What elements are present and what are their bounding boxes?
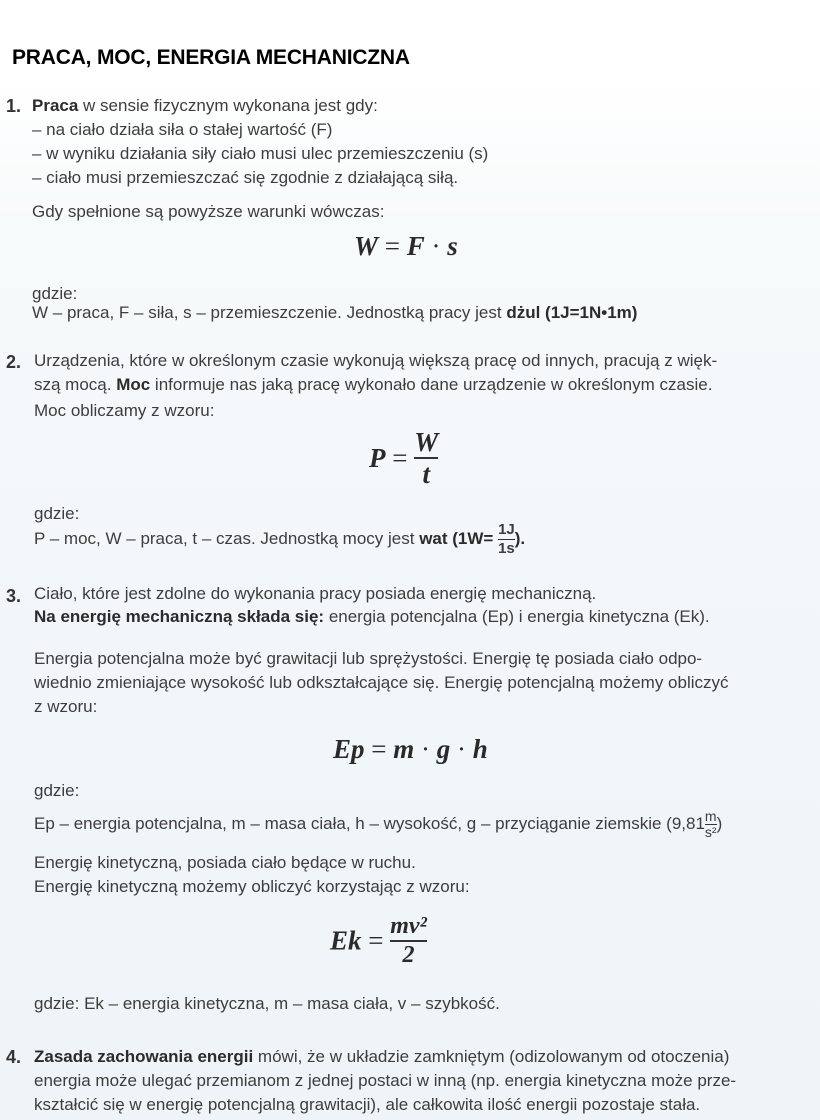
ep-formula-dot-2: · xyxy=(450,734,473,764)
ep-formula-g: g xyxy=(436,734,451,764)
section-2-number: 2. xyxy=(6,352,22,372)
section-4-line-3: kształcić się w energię potencjalną grawitacji), ale całkowita ilość energii pozostaje stała. xyxy=(34,1095,701,1114)
section-2-line-2-rest: informuje nas jaką pracę wykonało dane urządzenie w określonym czasie. xyxy=(150,375,713,394)
section-1-definition-text: W – praca, F – siła, s – przemieszczenie. Jednostką pracy jest xyxy=(32,303,507,322)
section-3-bold-lead: Na energię mechaniczną składa się: xyxy=(34,607,325,626)
power-formula-p: P xyxy=(369,442,386,473)
work-formula-w: W xyxy=(354,231,379,261)
section-2-term: Moc xyxy=(116,375,151,394)
section-3-paragraph-line-1: Energia potencjalna może być grawitacji lub sprężystości. Energię tę posiada ciało odpo- xyxy=(34,649,703,668)
section-2-line-1: Urządzenia, które w określonym czasie wykonują większą pracę od innych, pracują z więk- xyxy=(34,351,718,370)
section-1-line-1-text: w sensie fizycznym wykonana jest gdy: xyxy=(78,96,378,115)
section-3-ek-definition: gdzie: Ek – energia kinetyczna, m – masa ciała, v – szybkość. xyxy=(34,994,500,1013)
section-1-line-2: – na ciało działa siła o stałej wartość (F) xyxy=(32,120,333,139)
kinetic-line-2: Energię kinetyczną możemy obliczyć korzystając z wzoru: xyxy=(34,877,470,896)
section-3-line-1: Ciało, które jest zdolne do wykonania pracy posiada energię mechaniczną. xyxy=(34,584,597,603)
page-title: PRACA, MOC, ENERGIA MECHANICZNA xyxy=(12,46,410,69)
section-3-number: 3. xyxy=(6,586,22,606)
power-formula-numerator: W xyxy=(414,427,439,457)
ep-formula-h: h xyxy=(472,734,488,764)
section-4-term: Zasada zachowania energii xyxy=(34,1047,254,1066)
section-4-line-1 xyxy=(34,1046,729,1068)
section-2-line-2 xyxy=(34,374,712,396)
work-formula-f: F xyxy=(406,231,425,261)
power-formula-denominator: t xyxy=(422,459,430,490)
section-3-paragraph-line-2: wiednio zmieniające wysokość lub odkształcające się. Energię potencjalną możemy obliczyć xyxy=(34,673,729,692)
section-2-definition xyxy=(34,516,525,562)
ek-formula-fraction xyxy=(390,914,427,968)
section-2-gdzie: gdzie: xyxy=(34,504,80,523)
section-3-line-2 xyxy=(34,606,710,628)
kinetic-energy-formula xyxy=(330,914,427,968)
section-1-term: Praca xyxy=(32,96,79,115)
section-3-gdzie: gdzie: xyxy=(34,781,80,800)
section-3-line-2-rest: energia potencjalna (Ep) i energia kinetyczna (Ek). xyxy=(324,607,710,626)
gravity-unit-denominator: s² xyxy=(704,824,717,841)
section-4-line-2: energia może ulegać przemianom z jednej postaci w inną (np. energia kinetyczna może prze- xyxy=(34,1071,737,1090)
power-formula-fraction xyxy=(414,428,438,489)
section-4-line-1-rest: mówi, że w układzie zamkniętym (odizolowanym od otoczenia) xyxy=(253,1047,730,1066)
section-2-line-2-pre: szą mocą. xyxy=(34,375,117,394)
gravity-unit-numerator: m xyxy=(704,807,717,824)
section-2-unit: wat (1W= xyxy=(419,529,499,548)
section-1-line-4: – ciało musi przemieszczać się zgodnie z działającą siłą. xyxy=(32,168,459,187)
section-1-line-5: Gdy spełnione są powyższe warunki wówczas: xyxy=(32,202,385,221)
section-3-paragraph-line-3: z wzoru: xyxy=(34,697,98,716)
ek-formula-numerator: mv² xyxy=(390,913,427,939)
section-1-line-1 xyxy=(32,95,378,117)
section-4-number: 4. xyxy=(6,1047,22,1067)
work-formula-s: s xyxy=(447,231,458,261)
power-formula-eq: = xyxy=(385,442,415,473)
watt-unit-fraction xyxy=(498,522,515,558)
ep-definition-end: ) xyxy=(716,814,723,833)
section-2-unit-end: ). xyxy=(514,529,526,548)
potential-energy-formula xyxy=(333,734,488,765)
ek-formula-eq: = xyxy=(361,925,391,956)
watt-unit-denominator: 1s xyxy=(498,540,515,558)
ek-formula-lhs: Ek xyxy=(330,925,362,956)
power-formula xyxy=(369,428,438,489)
ep-formula-dot-1: · xyxy=(414,734,437,764)
work-formula-eq: = xyxy=(378,231,407,261)
gravity-unit-fraction xyxy=(705,809,717,841)
ep-formula-eq: = xyxy=(364,734,394,764)
section-2-definition-text: P – moc, W – praca, t – czas. Jednostką mocy jest xyxy=(34,529,420,548)
section-3-ep-definition xyxy=(34,802,722,846)
section-1-number: 1. xyxy=(6,96,22,116)
watt-unit-numerator: 1J xyxy=(498,520,515,538)
ep-formula-m: m xyxy=(393,734,415,764)
section-1-line-3: – w wyniku działania siły ciało musi ulec przemieszczeniu (s) xyxy=(32,144,489,163)
kinetic-line-1: Energię kinetyczną, posiada ciało będące w ruchu. xyxy=(34,853,416,872)
section-2-line-3: Moc obliczamy z wzoru: xyxy=(34,401,215,420)
section-1-unit: dżul (1J=1N•1m) xyxy=(506,303,638,322)
ep-formula-lhs: Ep xyxy=(333,734,365,764)
ep-definition-text: Ep – energia potencjalna, m – masa ciała, h – wysokość, g – przyciąganie ziemskie (9,81 xyxy=(34,814,705,833)
ek-formula-denominator: 2 xyxy=(402,942,415,969)
section-1-definition xyxy=(32,302,637,324)
section-1-gdzie: gdzie: xyxy=(32,284,78,303)
work-formula-dot: · xyxy=(424,231,448,261)
work-formula xyxy=(354,231,458,262)
